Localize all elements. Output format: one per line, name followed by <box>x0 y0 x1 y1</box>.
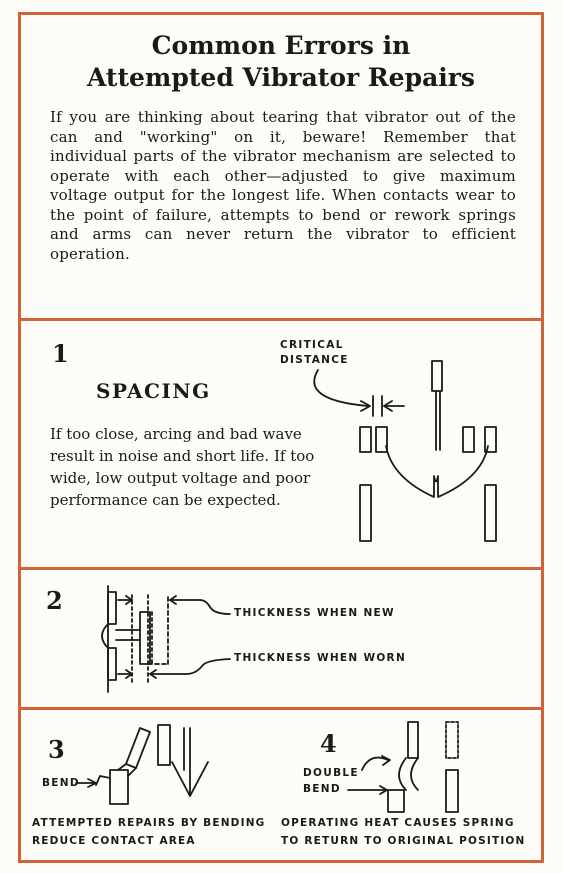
critical-label-line-1: CRITICAL <box>280 339 344 351</box>
section-3-number: 3 <box>48 735 65 764</box>
section-3-caption-line-2: REDUCE CONTACT AREA <box>32 835 196 847</box>
bending-diagram <box>76 725 208 804</box>
bend-label: BEND <box>42 777 80 789</box>
section-4-number: 4 <box>320 729 337 758</box>
thickness-worn-label: THICKNESS WHEN WORN <box>234 652 407 664</box>
double-bend-line-2: BEND <box>303 783 341 795</box>
double-bend-line-1: DOUBLE <box>303 767 359 779</box>
section-1-heading: SPACING <box>96 379 211 403</box>
spacing-diagram <box>314 361 496 541</box>
section-4-caption-line-1: OPERATING HEAT CAUSES SPRING <box>281 817 515 829</box>
title-line-2: Attempted Vibrator Repairs <box>86 63 476 92</box>
thickness-diagram <box>102 586 230 692</box>
section-2-number: 2 <box>46 586 63 615</box>
intro-paragraph: If you are thinking about tearing that vibrator out of the can and "working" on it, beware! Remember that individual parts of the vibrator mechanism are selected to operate with each other—adjusted to give maximum voltage output for the longest life. When contacts wear to the point of failure, attempts to bend or rework springs and arms can never return the vibrator to efficient operation. <box>50 108 516 263</box>
double-bend-diagram <box>348 722 458 812</box>
section-1-number: 1 <box>52 339 69 368</box>
section-3-caption-line-1: ATTEMPTED REPAIRS BY BENDING <box>32 817 266 829</box>
title-line-1: Common Errors in <box>151 31 411 60</box>
section-4-caption-line-2: TO RETURN TO ORIGINAL POSITION <box>281 835 526 847</box>
thickness-new-label: THICKNESS WHEN NEW <box>234 607 395 619</box>
critical-label-line-2: DISTANCE <box>280 354 349 366</box>
section-1-text: If too close, arcing and bad wave result in noise and short life. If too wide, low output voltage and poor performance can be expected. <box>50 425 315 509</box>
